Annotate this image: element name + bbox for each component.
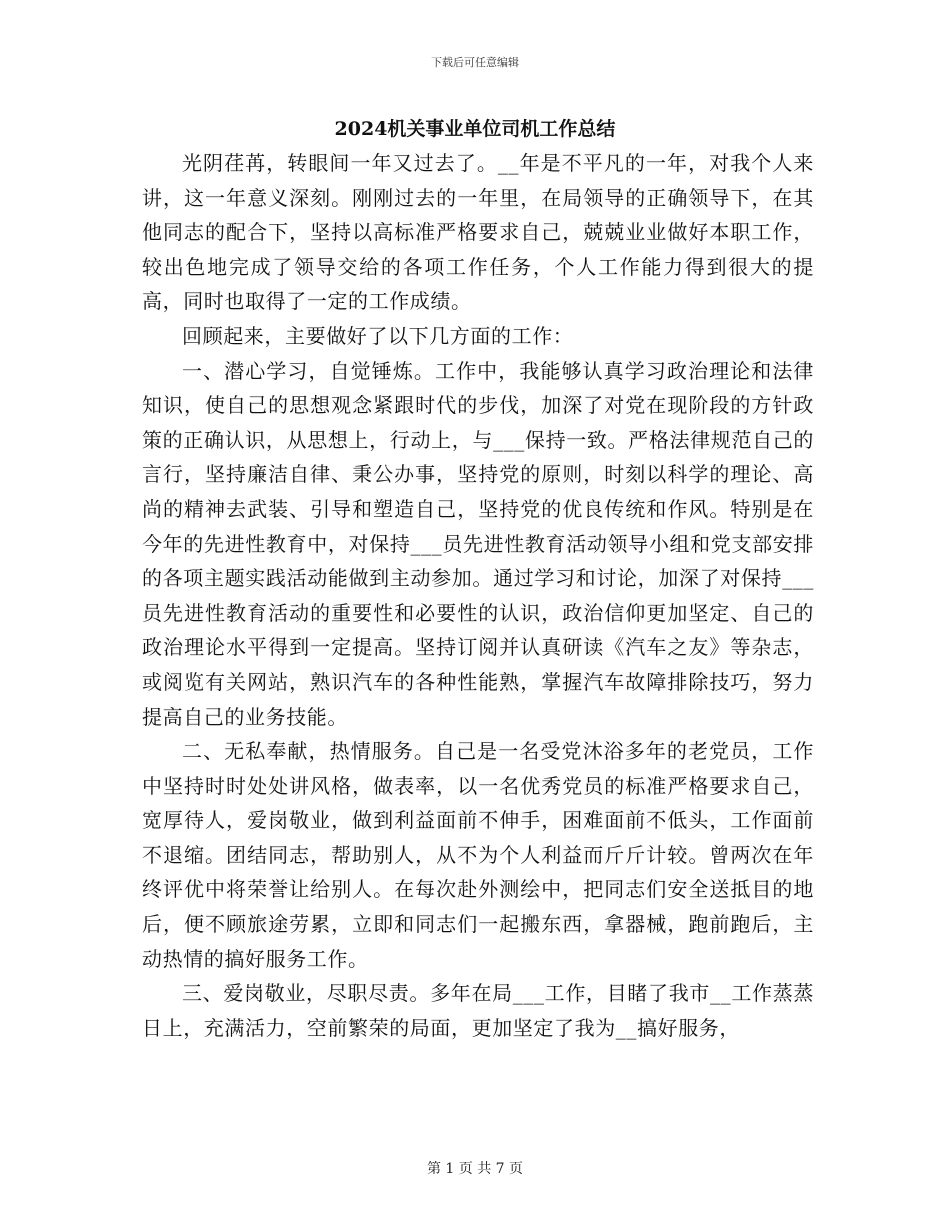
document-title: 2024机关事业单位司机工作总结	[334, 118, 616, 140]
paragraph-intro: 光阴荏苒，转眼间一年又过去了。__年是不平凡的一年，对我个人来讲，这一年意义深刻。刚刚过去的一年里，在局领导的正确领导下，在其他同志的配合下，坚持以高标准严格要求自己，兢兢业业做好本职工作，较出色地完成了领导交给的各项工作任务，个人工作能力得到很大的提高，同时也取得了一定的工作成绩。	[142, 151, 814, 314]
paragraph-section-2: 二、无私奉献，热情服务。自己是一名受党沐浴多年的老党员，工作中坚持时时处处讲风格，做表率，以一名优秀党员的标准严格要求自己，宽厚待人，爱岗敬业，做到利益面前不伸手，困难面前不低头，工作面前不退缩。团结同志，帮助别人，从不为个人利益而斤斤计较。曾两次在年终评优中将荣誉让给别人。在每次赴外测绘中，把同志们安全送抵目的地后，便不顾旅途劳累，立即和同志们一起搬东西，拿器械，跑前跑后，主动热情的搞好服务工作。	[142, 739, 814, 971]
paragraph-section-1: 一、潜心学习，自觉锤炼。工作中，我能够认真学习政治理论和法律知识，使自己的思想观念紧跟时代的步伐，加深了对党在现阶段的方针政策的正确认识，从思想上，行动上，与___保持一致。严格法律规范自己的言行，坚持廉洁自律、秉公办事，坚持党的原则，时刻以科学的理论、高尚的精神去武装、引导和塑造自己，坚持党的优良传统和作风。特别是在今年的先进性教育中，对保持___员先进性教育活动领导小组和党支部安排的各项主题实践活动能做到主动参加。通过学习和讨论，加深了对保持___员先进性教育活动的重要性和必要性的认识，政治信仰更加坚定、自己的政治理论水平得到一定提高。坚持订阅并认真研读《汽车之友》等杂志，或阅览有关网站，熟识汽车的各种性能熟，掌握汽车故障排除技巧，努力提高自己的业务技能。	[142, 358, 814, 729]
document-body	[142, 146, 814, 1045]
page-number: 第 1 页 共 7 页	[426, 1161, 524, 1177]
paragraph-section-3: 三、爱岗敬业，尽职尽责。多年在局___工作，目睹了我市__工作蒸蒸日上，充满活力，空前繁荣的局面，更加坚定了我为__搞好服务，	[142, 981, 814, 1040]
header-note: 下载后可任意编辑	[431, 56, 519, 69]
paragraph-review: 回顾起来，主要做好了以下几方面的工作：	[182, 323, 574, 348]
